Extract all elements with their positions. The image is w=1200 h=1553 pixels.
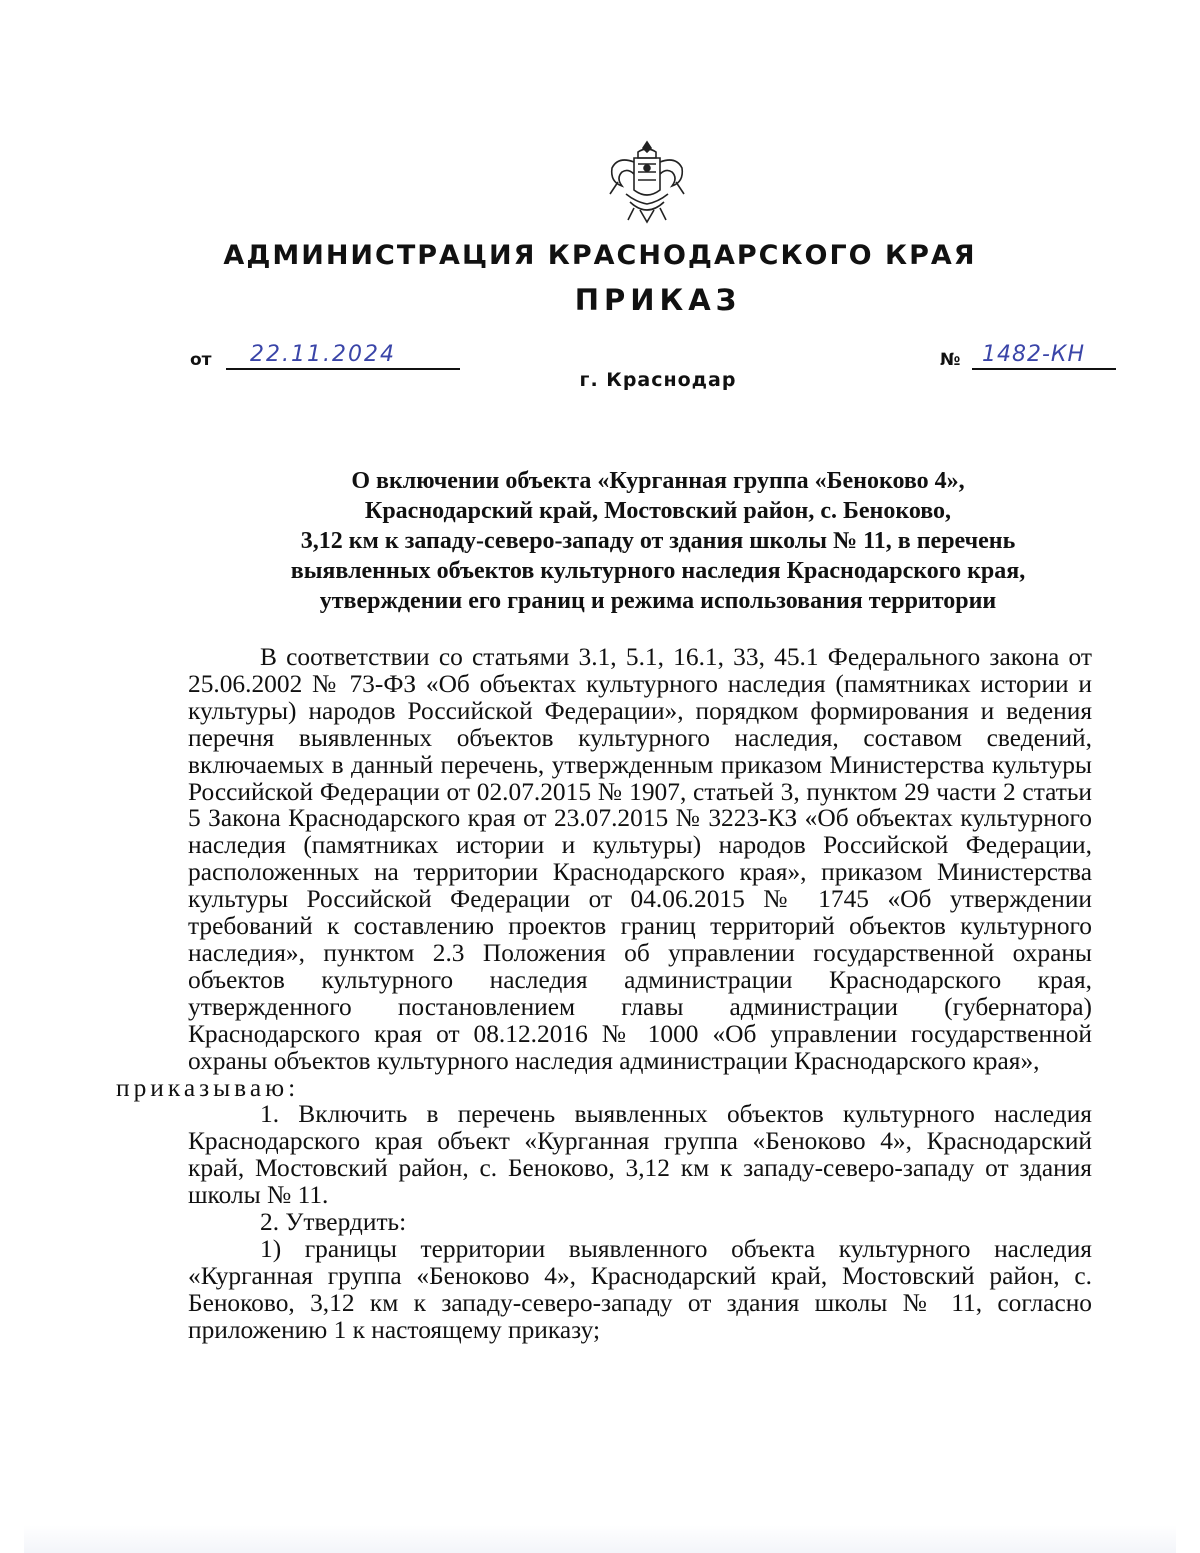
document-title [180, 466, 1136, 616]
title-line: 3,12 км к западу-северо-западу от здания школы № 11, в перечень [300, 528, 1016, 554]
preamble-text: В соответствии со статьями 3.1, 5.1, 16.1, 33, 45.1 Федерального закона от 25.06.2002 № 73-ФЗ «Об объектах культурного наследия (памятниках истории и культуры) народов Российской Федерации», порядком формирования и ведения перечня выявленных объектов культурного наследия, составом сведений, включаемых в данный перечень, утвержденным приказом Министерства культуры Российской Федерации от 02.07.2015 № 1907, статьей 3, пунктом 29 части 2 статьи 5 Закона Краснодарского края от 23.07.2015 № 3223-КЗ «Об объектах культурного наследия (памятниках истории и культуры) народов Российской Федерации, расположенных на территории Краснодарского края», приказом Министерства культуры Российской Федерации от 04.06.2015 № 1745 «Об утверждении требований к составлению проектов границ территорий объектов культурного наследия», пунктом 2.3 Положения об управлении государственной охраны объектов культурного наследия администрации Краснодарского края, утвержденного постановлением главы администрации (губернатора) Краснодарского края от 08.12.2016 № 1000 «Об управлении государственной охраны объектов культурного наследия администрации Краснодарского края», [188, 643, 1092, 1075]
item-2-1-paragraph: 1) границы территории выявленного объекта культурного наследия «Курганная группа «Беноково 4», Краснодарский край, Мостовский район, с. Беноково, 3,12 км к западу-северо-западу от здания школы № 11, согласно приложению 1 к настоящему приказу; [188, 1234, 1092, 1344]
organization-name: АДМИНИСТРАЦИЯ КРАСНОДАРСКОГО КРАЯ [223, 240, 977, 271]
title-line: Краснодарский край, Мостовский район, с. Беноково, [364, 498, 952, 524]
document-body [116, 643, 1092, 1344]
scan-bottom-edge [24, 1525, 1176, 1553]
city-name: г. Краснодар [579, 369, 737, 391]
date-label: от [190, 350, 212, 370]
date-value: 22.11.2024 [250, 342, 396, 367]
order-word: приказываю: [116, 1073, 300, 1102]
title-line: О включении объекта «Курганная группа «Беноково 4», [351, 468, 965, 494]
item-2-paragraph: 2. Утвердить: [260, 1208, 407, 1237]
preamble-paragraph [116, 643, 1092, 1102]
coat-of-arms-emblem [604, 138, 690, 224]
title-line: утверждении его границ и режима использования территории [319, 588, 997, 614]
document-type: ПРИКАЗ [574, 283, 742, 317]
number-label: № [940, 350, 961, 370]
number-value: 1482-КН [982, 342, 1086, 367]
item-1-paragraph: 1. Включить в перечень выявленных объектов культурного наследия Краснодарского края объект «Курганная группа «Беноково 4», Краснодарский край, Мостовский район, с. Беноково, 3,12 км к западу-северо-западу от здания школы № 11. [188, 1100, 1092, 1210]
title-line: выявленных объектов культурного наследия Краснодарского края, [290, 558, 1026, 584]
